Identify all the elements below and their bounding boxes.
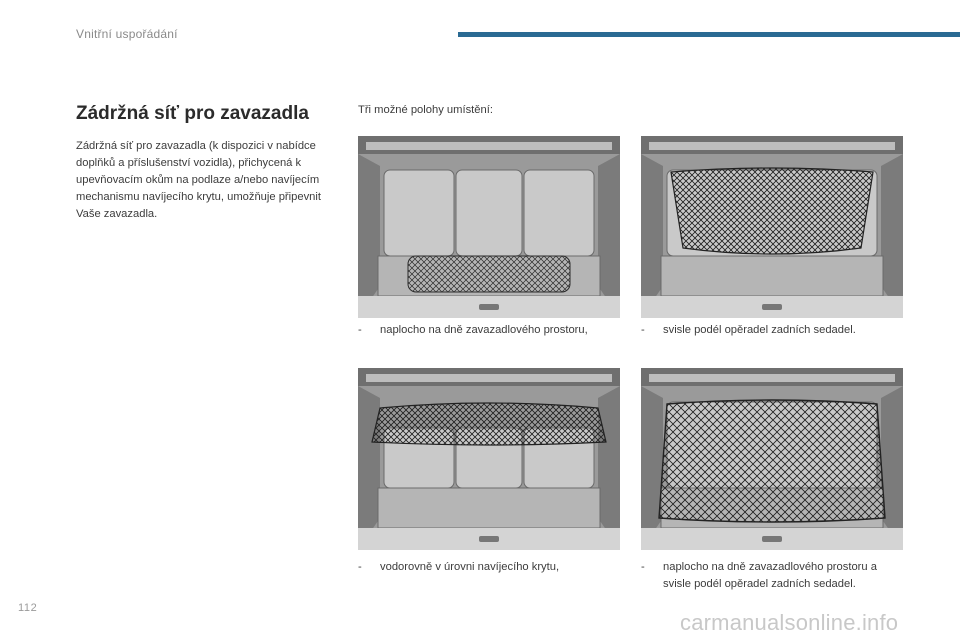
header-title: Vnitřní uspořádání [76,27,178,41]
trunk-net-vertical-photo [641,136,903,318]
figure-caption-1: - naplocho na dně zavazadlového prostoru, [358,324,588,336]
page-number: 112 [18,602,38,614]
section-intro: Zádržná síť pro zavazadla (k dispozici v nabídce doplňků a příslušenství vozidla), přichycená k upevňovacím okům na podlaze a/nebo navíjecím mechanismu navíjecího krytu, umožňuje připevnit Vaše zavazadla. [76,140,321,220]
figure-caption-4: - naplocho na dně zavazadlového prostoru a svisle podél opěradel zadních sedadel. [641,561,877,590]
figure-caption-3: - vodorovně v úrovni navíjecího krytu, [358,561,560,573]
section-title: Zádržná síť pro zavazadla [76,103,309,124]
watermark: carmanualsonline.info [680,610,899,635]
header-accent-bar [458,32,960,37]
figure-caption-2: - svisle podél opěradel zadních sedadel. [641,324,856,336]
trunk-net-floor-photo [358,136,620,318]
trunk-net-horizontal-photo [358,368,620,550]
trunk-net-floor-and-vertical-photo [641,368,903,550]
positions-lead: Tři možné polohy umístění: [358,104,493,116]
